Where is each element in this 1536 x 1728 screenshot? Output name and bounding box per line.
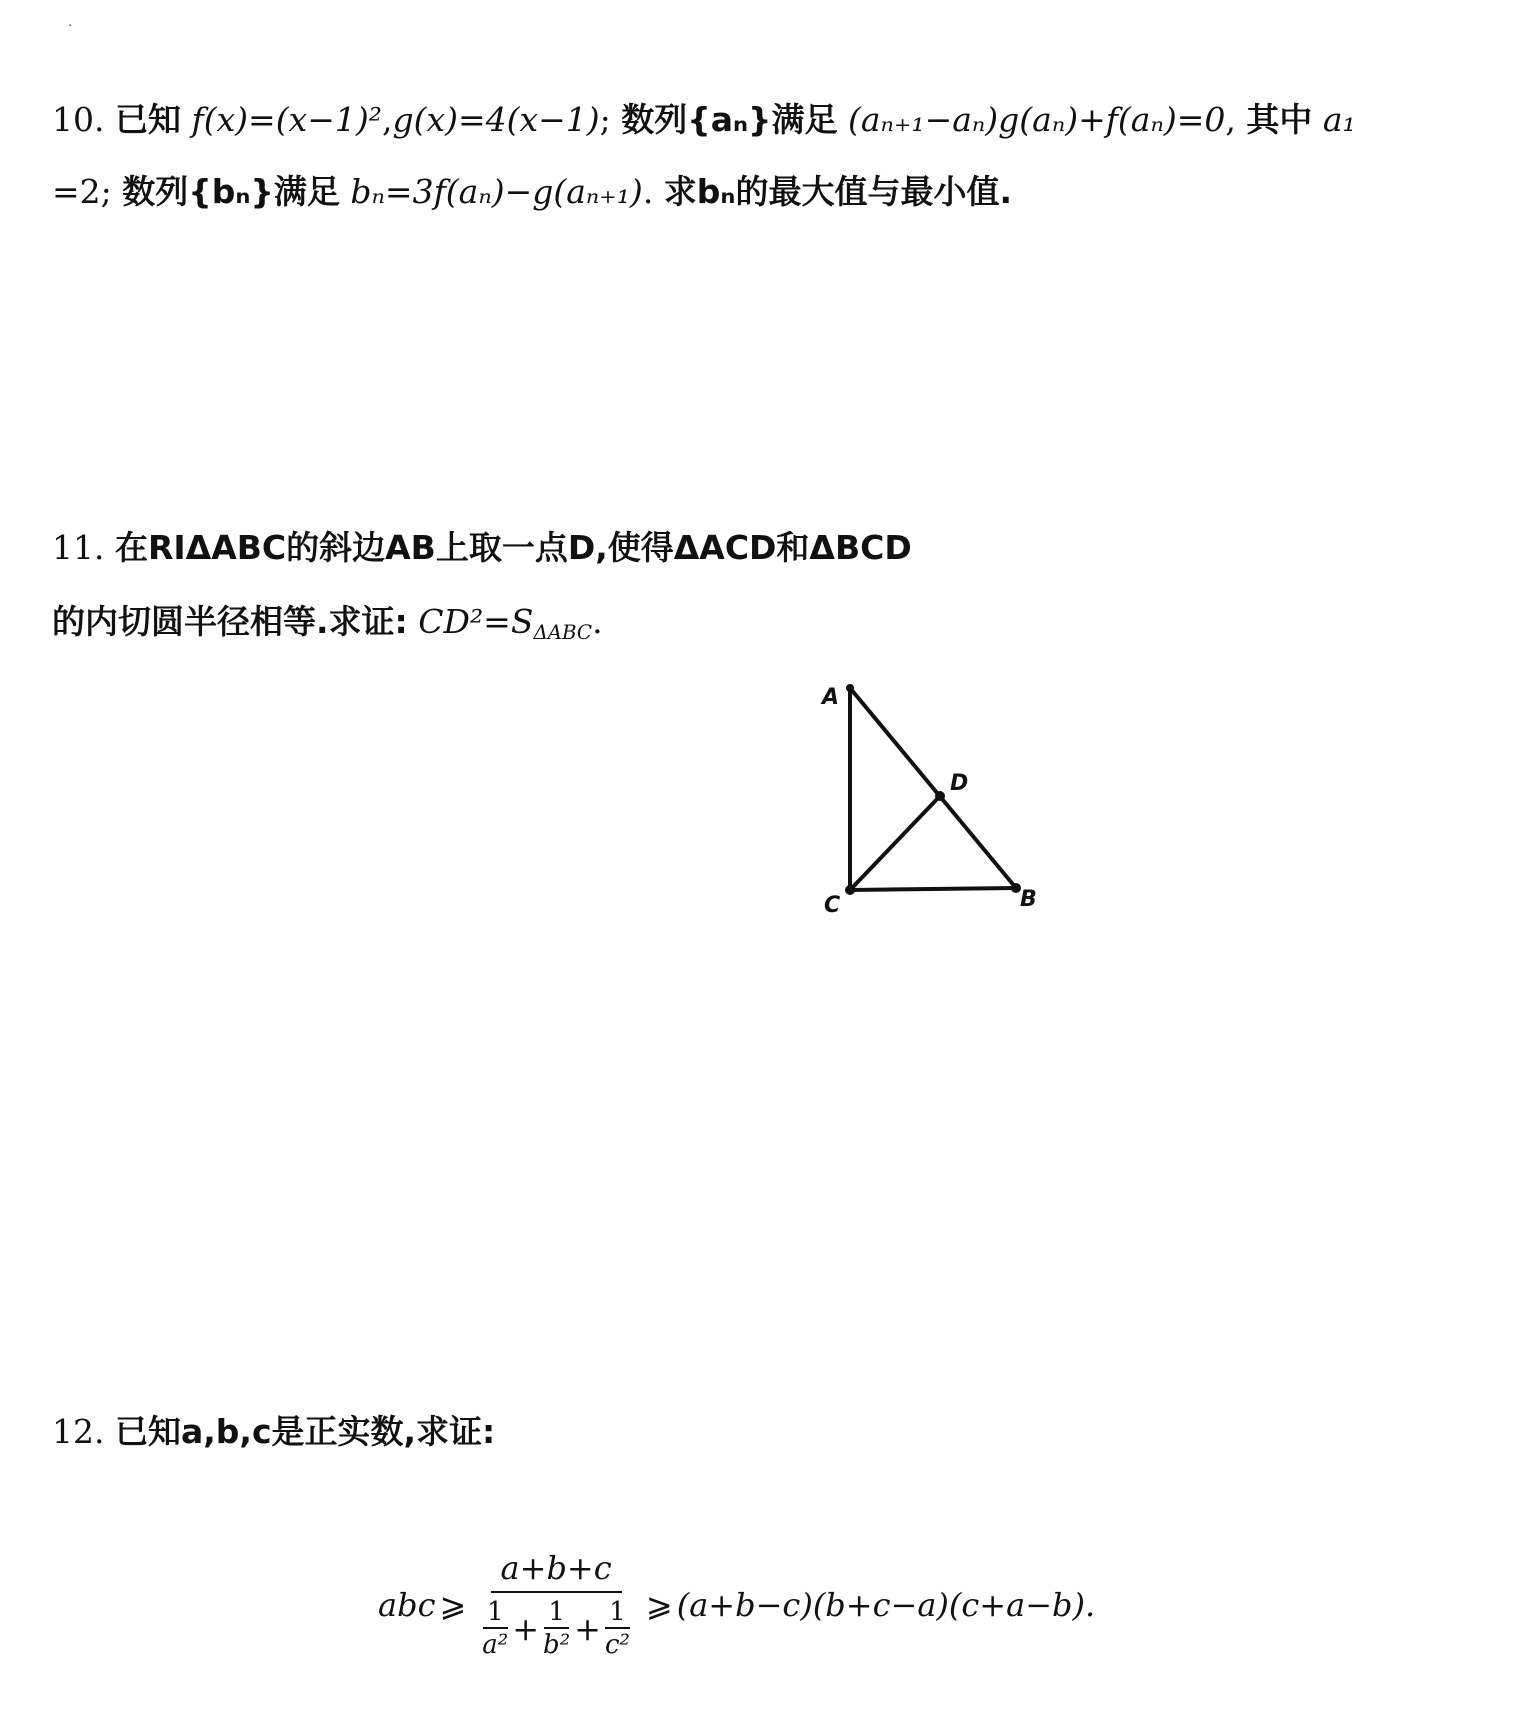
q10-where: 其中 [1246, 100, 1313, 139]
right-triangle-figure [800, 670, 1060, 930]
q12-number: 12. [52, 1412, 105, 1451]
ineq-geq-2: ⩾ [645, 1586, 673, 1624]
hypotenuse-ab [850, 688, 1016, 888]
segment-cd [850, 796, 940, 890]
q10-b-def: bₙ=3f(aₙ)−g(aₙ₊₁) [350, 172, 643, 211]
q11-text-2: 的内切圆半径相等.求证: [52, 602, 408, 641]
side-cb [850, 888, 1016, 890]
stray-dot: · [68, 18, 73, 34]
frac-1-a2 [482, 1597, 508, 1661]
q10-seq-a: 数列{aₙ}满足 [621, 100, 838, 139]
point-a [846, 684, 854, 692]
q10-number: 10. [52, 100, 105, 139]
q10-g-def: g(x)=4(x−1) [392, 100, 600, 139]
plus-2: + [574, 1610, 601, 1648]
point-c [845, 885, 855, 895]
q11-line-2: 的内切圆半径相等.求证: $CD^2=S_{\Delta ABC}$. [52, 602, 603, 644]
q10-a1: a₁ [1322, 100, 1356, 139]
q10-line-1: 10. 已知 f(x)=(x−1)²,g(x)=4(x−1); 数列{aₙ}满足 (aₙ₊₁−aₙ)g(aₙ)+f(aₙ)=0, 其中 a₁ [52, 100, 1356, 139]
q10-a1-value: =2 [52, 172, 101, 211]
q11-number: 11. [52, 528, 105, 567]
q11-line-1 [52, 526, 1516, 570]
b-squared: b² [543, 1630, 571, 1660]
q10-f-def: f(x)=(x−1)² [191, 100, 382, 139]
frac-1-b2 [543, 1597, 570, 1661]
label-d: D [950, 771, 969, 796]
q12-line-1 [52, 1410, 1516, 1454]
ineq-lhs: abc [378, 1586, 436, 1624]
one-a: 1 [483, 1597, 508, 1629]
q10-ask: 求bₙ的最大值与最小值. [663, 172, 1012, 211]
ineq-rhs: (a+b−c)(b+c−a)(c+a−b). [676, 1586, 1096, 1624]
ineq-fraction [478, 1549, 634, 1661]
ineq-numerator: a+b+c [491, 1549, 622, 1593]
q11-claim-sub: ΔABC [533, 620, 593, 644]
a-squared: a² [482, 1630, 509, 1660]
plus-1: + [512, 1610, 540, 1648]
q12-inequality [378, 1540, 1198, 1670]
q10-known: 已知 [114, 100, 181, 139]
q10-line-2: =2; 数列{bₙ}满足 bₙ=3f(aₙ)−g(aₙ₊₁). 求bₙ的最大值与最小值. [52, 172, 1012, 211]
c-squared: c² [604, 1630, 630, 1660]
label-b: B [1020, 887, 1037, 912]
one-c: 1 [605, 1597, 630, 1629]
q11-claim: CD²=S [418, 602, 534, 641]
q10-relation: (aₙ₊₁−aₙ)g(aₙ)+f(aₙ)=0 [848, 100, 1226, 139]
q11-text-1: 在RIΔABC的斜边AB上取一点D,使得ΔACD和ΔBCD [114, 528, 912, 567]
q12-text: 已知a,b,c是正实数,求证: [114, 1412, 496, 1451]
one-b: 1 [544, 1597, 569, 1629]
label-c: C [824, 893, 841, 918]
ineq-geq-1: ⩾ [439, 1586, 467, 1624]
point-d [935, 791, 945, 801]
ineq-denominator [478, 1593, 634, 1661]
q10-seq-b: 数列{bₙ}满足 [122, 172, 340, 211]
label-a: A [822, 685, 840, 710]
frac-1-c2 [605, 1597, 630, 1661]
